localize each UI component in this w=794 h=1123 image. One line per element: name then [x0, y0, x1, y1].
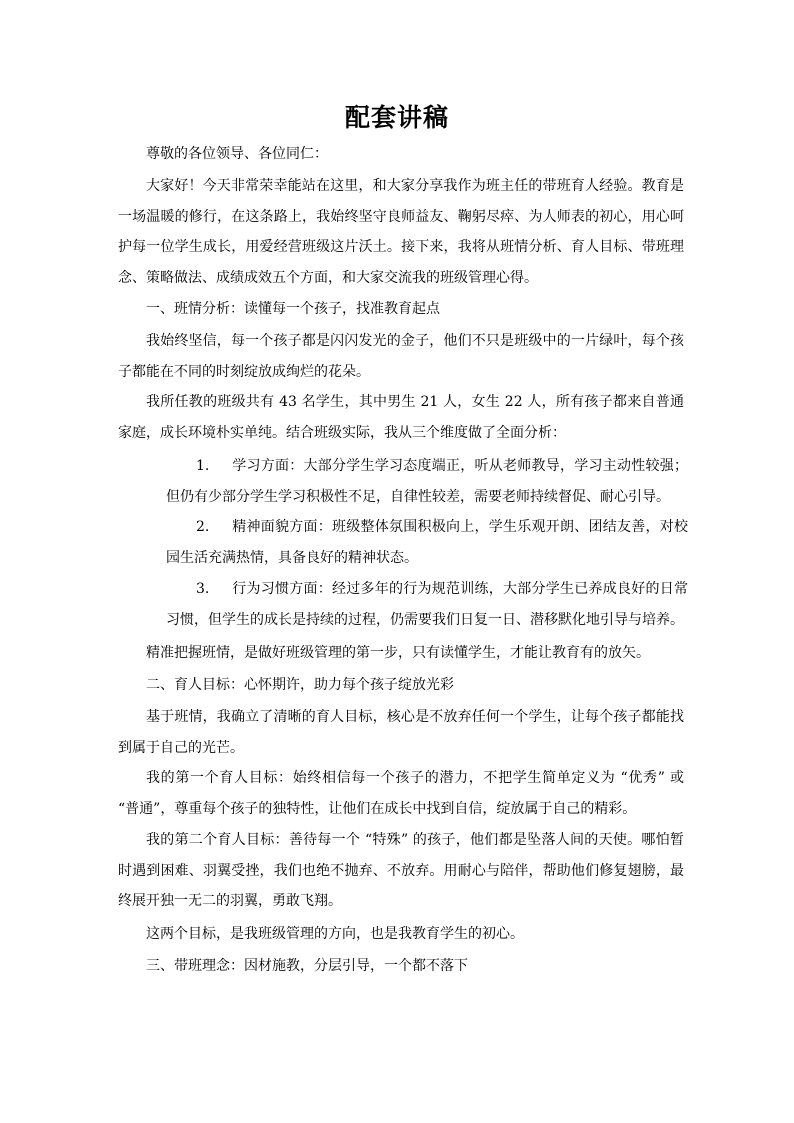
list-number: 1. [196, 458, 210, 474]
intro-paragraph: 大家好！今天非常荣幸能站在这里，和大家分享我作为班主任的带班育人经验。教育是一场温暖的修行，在这条路上，我始终坚守良师益友、鞠躬尽瘁、为人师表的初心，用心呵护每一位学生成长，用爱经营班级这片沃土。接下来，我将从班情分析、育人目标、带班理念、策略做法、成绩成效五个方面，和大家交流我的班级管理心得。 [118, 178, 684, 286]
section-3-heading: 三、带班理念：因材施教，分层引导，一个都不落下 [146, 958, 468, 974]
section-2-paragraph-4: 这两个目标，是我班级管理的方向，也是我教育学生的初心。 [146, 926, 524, 942]
salutation: 尊敬的各位领导、各位同仁： [146, 146, 328, 162]
section-1-heading: 一、班情分析：读懂每一个孩子，找准教育起点 [146, 301, 440, 317]
analysis-item-behavior [166, 574, 688, 635]
list-item-text: 学习方面：大部分学生学习态度端正，听从老师教导，学习主动性较强；但仍有少部分学生学习积极性不足，自律性较差，需要老师持续督促、耐心引导。 [166, 458, 688, 505]
section-1-paragraph-3: 精准把握班情，是做好班级管理的第一步，只有读懂学生，才能让教育有的放矢。 [146, 645, 650, 661]
list-number: 3. [196, 581, 210, 597]
list-item-text: 行为习惯方面：经过多年的行为规范训练，大部分学生已养成良好的日常习惯，但学生的成长是持续的过程，仍需要我们日复一日、潜移默化地引导与培养。 [166, 581, 688, 628]
section-1-paragraph-2: 我所任教的班级共有 43 名学生，其中男生 21 人，女生 22 人，所有孩子都来自普通家庭，成长环境朴实单纯。结合班级实际，我从三个维度做了全面分析： [118, 394, 684, 441]
section-2-paragraph-2: 我的第一个育人目标：始终相信每一个孩子的潜力，不把学生简单定义为 “优秀” 或 “普通”，尊重每个孩子的独特性，让他们在成长中找到自信，绽放属于自己的精彩。 [118, 770, 684, 817]
analysis-item-spirit [166, 512, 688, 573]
analysis-item-learning [166, 451, 688, 512]
section-1-paragraph-1: 我始终坚信，每一个孩子都是闪闪发光的金子，他们不只是班级中的一片绿叶，每个孩子都能在不同的时刻绽放成绚烂的花朵。 [118, 333, 684, 380]
section-2-paragraph-3: 我的第二个育人目标：善待每一个 “特殊” 的孩子，他们都是坠落人间的天使。哪怕暂时遇到困难、羽翼受挫，我们也绝不抛弃、不放弃。用耐心与陪伴，帮助他们修复翅膀，最终展开独一无二的羽翼，勇敢飞翔。 [118, 832, 684, 909]
list-number: 2. [196, 519, 210, 535]
section-2-paragraph-1: 基于班情，我确立了清晰的育人目标，核心是不放弃任何一个学生，让每个孩子都能找到属于自己的光芒。 [118, 709, 684, 756]
page-title: 配套讲稿 [344, 103, 449, 132]
section-2-heading: 二、育人目标：心怀期许，助力每个孩子绽放光彩 [146, 677, 454, 693]
list-item-text: 精神面貌方面：班级整体氛围积极向上，学生乐观开朗、团结友善，对校园生活充满热情，具备良好的精神状态。 [166, 519, 688, 566]
